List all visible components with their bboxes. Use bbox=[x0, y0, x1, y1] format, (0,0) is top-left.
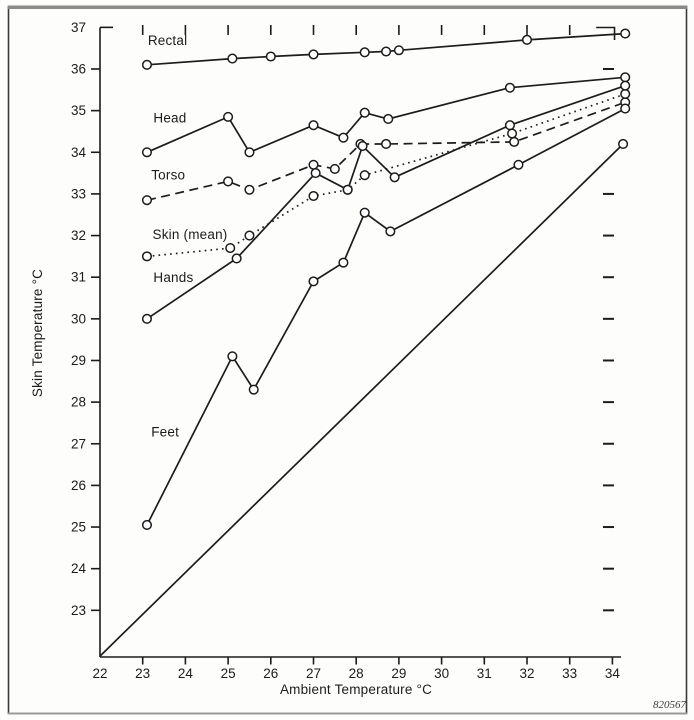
top-edge-ticks bbox=[143, 25, 570, 35]
data-point-head bbox=[360, 108, 369, 117]
series-label-feet: Feet bbox=[151, 424, 180, 440]
data-point-head bbox=[384, 115, 393, 124]
y-axis-title: Skin Temperature °C bbox=[30, 268, 45, 398]
series-label-torso: Torso bbox=[151, 167, 186, 183]
y-tick-label: 30 bbox=[70, 311, 86, 327]
x-tick-label: 28 bbox=[348, 666, 364, 681]
data-point-hands bbox=[506, 121, 515, 130]
data-point-torso bbox=[309, 160, 318, 169]
data-point-rectal bbox=[267, 52, 276, 61]
data-point-skin-mean bbox=[360, 171, 369, 180]
series-label-skin-mean: Skin (mean) bbox=[152, 226, 228, 242]
x-axis-tick-labels bbox=[92, 666, 620, 681]
y-tick-label: 24 bbox=[70, 561, 86, 577]
data-point-hands bbox=[311, 169, 320, 178]
x-tick-label: 33 bbox=[562, 666, 578, 681]
data-point-torso bbox=[382, 140, 391, 149]
data-point-hands bbox=[343, 185, 352, 194]
x-tick-label: 23 bbox=[135, 666, 151, 681]
series-rectal bbox=[143, 29, 630, 69]
data-point-feet bbox=[228, 352, 237, 361]
data-point-rectal bbox=[382, 47, 391, 56]
data-point-hands bbox=[232, 254, 241, 263]
data-point-torso bbox=[510, 138, 519, 147]
data-point-identity-line bbox=[619, 140, 628, 149]
x-axis-title: Ambient Temperature °C bbox=[279, 682, 433, 697]
data-point-skin-mean bbox=[508, 129, 517, 138]
data-point-feet bbox=[386, 227, 395, 236]
data-point-torso bbox=[245, 185, 254, 194]
data-point-feet bbox=[249, 385, 258, 394]
right-edge-dashes bbox=[603, 69, 614, 610]
figure-number: 820567 bbox=[653, 699, 686, 711]
data-point-rectal bbox=[621, 29, 630, 38]
x-tick-label: 26 bbox=[263, 666, 279, 681]
data-point-skin-mean bbox=[621, 90, 630, 99]
y-tick-label: 33 bbox=[70, 186, 86, 202]
data-point-rectal bbox=[143, 61, 152, 70]
y-tick-label: 32 bbox=[70, 228, 86, 244]
x-tick-label: 29 bbox=[391, 666, 407, 681]
data-point-feet bbox=[360, 208, 369, 217]
data-point-rectal bbox=[360, 48, 369, 57]
data-point-feet bbox=[621, 104, 630, 113]
y-tick-label: 34 bbox=[70, 144, 86, 160]
y-tick-label: 31 bbox=[70, 269, 86, 285]
data-point-feet bbox=[143, 521, 152, 530]
y-tick-label: 28 bbox=[70, 394, 86, 410]
data-point-rectal bbox=[395, 46, 404, 55]
y-axis-tick-labels bbox=[71, 20, 87, 618]
series-line-feet bbox=[147, 109, 625, 525]
series-torso bbox=[143, 98, 630, 204]
x-tick-label: 32 bbox=[519, 666, 535, 681]
y-tick-label: 27 bbox=[70, 436, 86, 452]
data-point-skin-mean bbox=[245, 231, 254, 240]
x-tick-label: 30 bbox=[434, 666, 450, 681]
data-point-feet bbox=[339, 258, 348, 267]
x-tick-label: 31 bbox=[476, 666, 492, 681]
data-point-hands bbox=[358, 142, 367, 151]
data-point-hands bbox=[390, 173, 399, 182]
data-point-head bbox=[309, 121, 318, 130]
data-point-head bbox=[339, 133, 348, 142]
y-tick-label: 35 bbox=[70, 103, 86, 119]
x-tick-label: 27 bbox=[305, 666, 322, 681]
page-border bbox=[9, 7, 687, 714]
data-point-hands bbox=[143, 315, 152, 324]
data-point-rectal bbox=[228, 54, 237, 63]
series-label-hands: Hands bbox=[153, 270, 194, 286]
y-tick-label: 29 bbox=[70, 352, 86, 368]
y-tick-label: 25 bbox=[70, 519, 86, 535]
data-point-rectal bbox=[309, 50, 318, 59]
data-point-hands bbox=[621, 81, 630, 90]
x-axis-ticks bbox=[143, 657, 613, 665]
y-tick-label: 26 bbox=[70, 477, 86, 493]
data-point-torso bbox=[331, 165, 340, 174]
data-point-head bbox=[621, 73, 630, 82]
x-tick-label: 34 bbox=[604, 666, 620, 681]
data-point-torso bbox=[224, 177, 233, 186]
data-point-head bbox=[506, 83, 515, 92]
x-tick-label: 24 bbox=[177, 666, 193, 681]
y-tick-label: 23 bbox=[70, 602, 86, 618]
data-point-torso bbox=[143, 196, 152, 205]
data-point-head bbox=[143, 148, 152, 157]
y-tick-label: 36 bbox=[70, 61, 86, 77]
data-point-skin-mean bbox=[226, 244, 235, 253]
series-label-head: Head bbox=[153, 110, 187, 126]
data-point-rectal bbox=[523, 36, 532, 45]
y-tick-label: 37 bbox=[70, 19, 86, 35]
x-tick-label: 22 bbox=[92, 666, 108, 681]
series-label-rectal: Rectal bbox=[147, 32, 188, 48]
data-point-head bbox=[224, 113, 233, 122]
data-point-feet bbox=[309, 277, 318, 286]
data-point-skin-mean bbox=[309, 192, 318, 201]
data-point-skin-mean bbox=[143, 252, 152, 261]
data-point-feet bbox=[514, 160, 523, 169]
y-axis-ticks bbox=[91, 69, 100, 610]
plot-area bbox=[71, 20, 630, 681]
data-point-head bbox=[245, 148, 254, 157]
x-tick-label: 25 bbox=[220, 666, 236, 681]
